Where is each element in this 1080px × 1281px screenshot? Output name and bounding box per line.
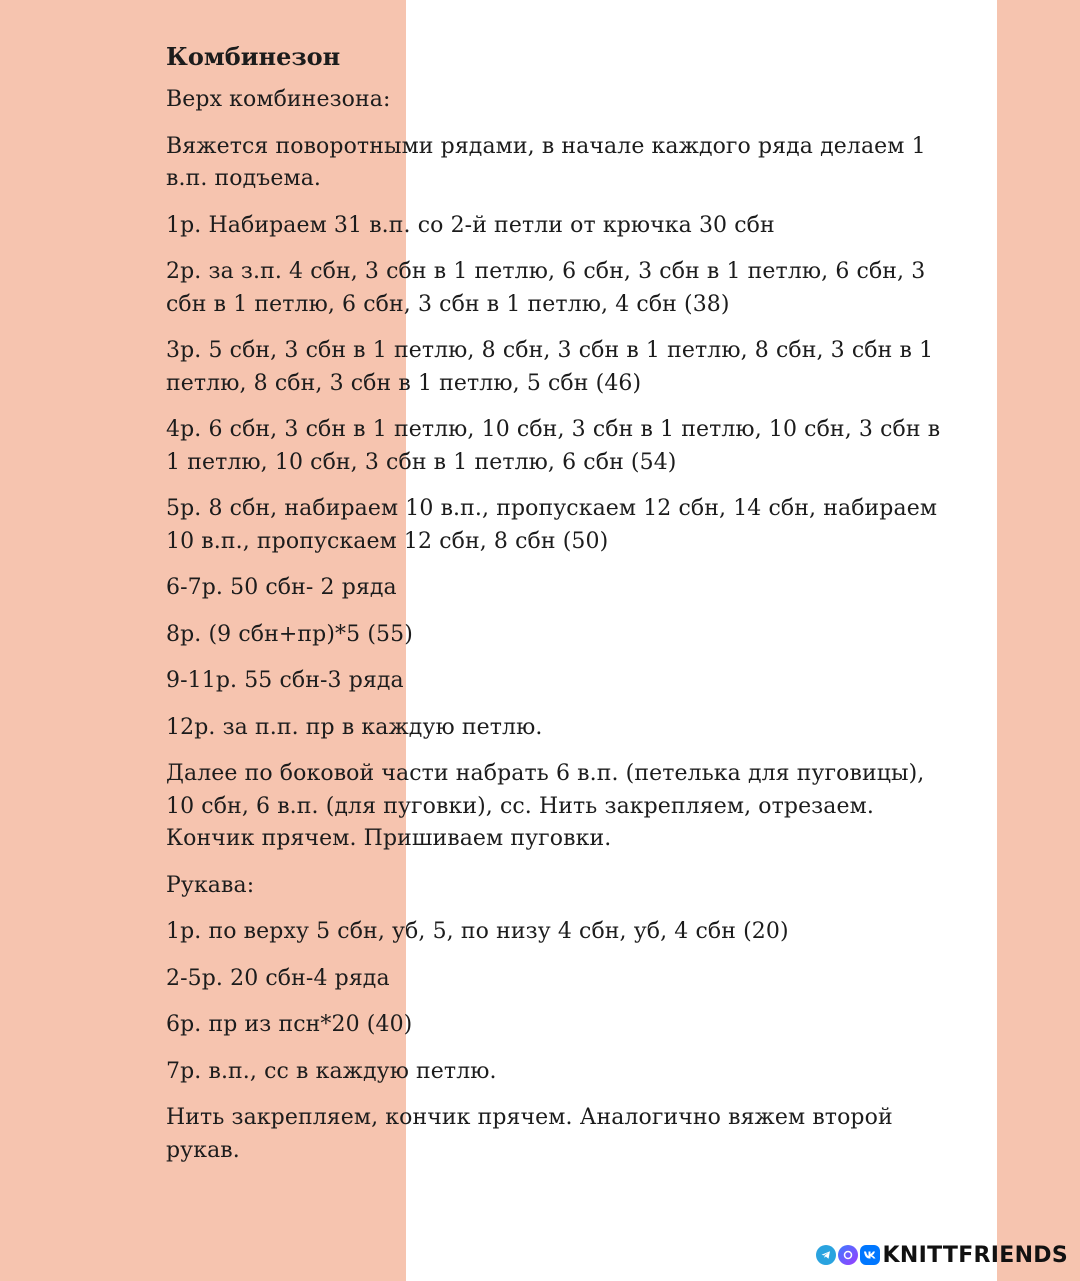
watermark-text: KNITTFRIENDS — [882, 1242, 1068, 1268]
paragraph: Нить закрепляем, кончик прячем. Аналогично вяжем второй рукав. — [166, 1105, 893, 1163]
paragraph: Рукава: — [166, 872, 255, 898]
paragraph: 1р. Набираем 31 в.п. со 2-й петли от крючка 30 сбн — [166, 212, 775, 238]
watermark — [816, 1241, 1068, 1269]
paragraph: 4р. 6 сбн, 3 сбн в 1 петлю, 10 сбн, 3 сбн в 1 петлю, 10 сбн, 3 сбн в 1 петлю, 10 сбн, 3 сбн в 1 петлю, 6 сбн (54) — [166, 417, 941, 475]
paragraph: 8р. (9 сбн+пр)*5 (55) — [166, 621, 413, 647]
paragraph: 3р. 5 сбн, 3 сбн в 1 петлю, 8 сбн, 3 сбн в 1 петлю, 8 сбн, 3 сбн в 1 петлю, 8 сбн, 3 сбн в 1 петлю, 5 сбн (46) — [166, 338, 934, 396]
telegram-icon — [816, 1245, 836, 1265]
paragraph: 2р. за з.п. 4 сбн, 3 сбн в 1 петлю, 6 сбн, 3 сбн в 1 петлю, 6 сбн, 3 сбн в 1 петлю, 6 сбн, 3 сбн в 1 петлю, 4 сбн (38) — [166, 259, 926, 317]
paragraph: 9-11р. 55 сбн-3 ряда — [166, 668, 404, 693]
pattern-text — [166, 40, 956, 1181]
vk-icon — [860, 1245, 880, 1265]
paragraph: 6-7р. 50 сбн- 2 ряда — [166, 575, 397, 600]
paragraph: 1р. по верху 5 сбн, уб, 5, по низу 4 сбн, уб, 4 сбн (20) — [166, 919, 789, 944]
paragraph: 6р. пр из псн*20 (40) — [166, 1012, 413, 1037]
paragraph: 2-5р. 20 сбн-4 ряда — [166, 965, 390, 991]
max-messenger-icon — [838, 1245, 858, 1265]
paragraph: 7р. в.п., сс в каждую петлю. — [166, 1058, 497, 1084]
paragraph: Верх комбинезона: — [166, 87, 391, 112]
paragraph: Вяжется поворотными рядами, в начале каждого ряда делаем 1 в.п. подъема. — [166, 133, 926, 191]
document-title: Комбинезон — [166, 42, 341, 71]
paragraph: Далее по боковой части набрать 6 в.п. (петелька для пуговицы), 10 сбн, 6 в.п. (для пуговки), сс. Нить закрепляем, отрезаем. Кончик прячем. Пришиваем пуговки. — [166, 761, 925, 851]
peach-band-right — [997, 0, 1080, 1281]
paragraph: 12р. за п.п. пр в каждую петлю. — [166, 714, 543, 740]
paragraph: 5р. 8 сбн, набираем 10 в.п., пропускаем 12 сбн, 14 сбн, набираем 10 в.п., пропускаем 12 сбн, 8 сбн (50) — [166, 496, 938, 554]
